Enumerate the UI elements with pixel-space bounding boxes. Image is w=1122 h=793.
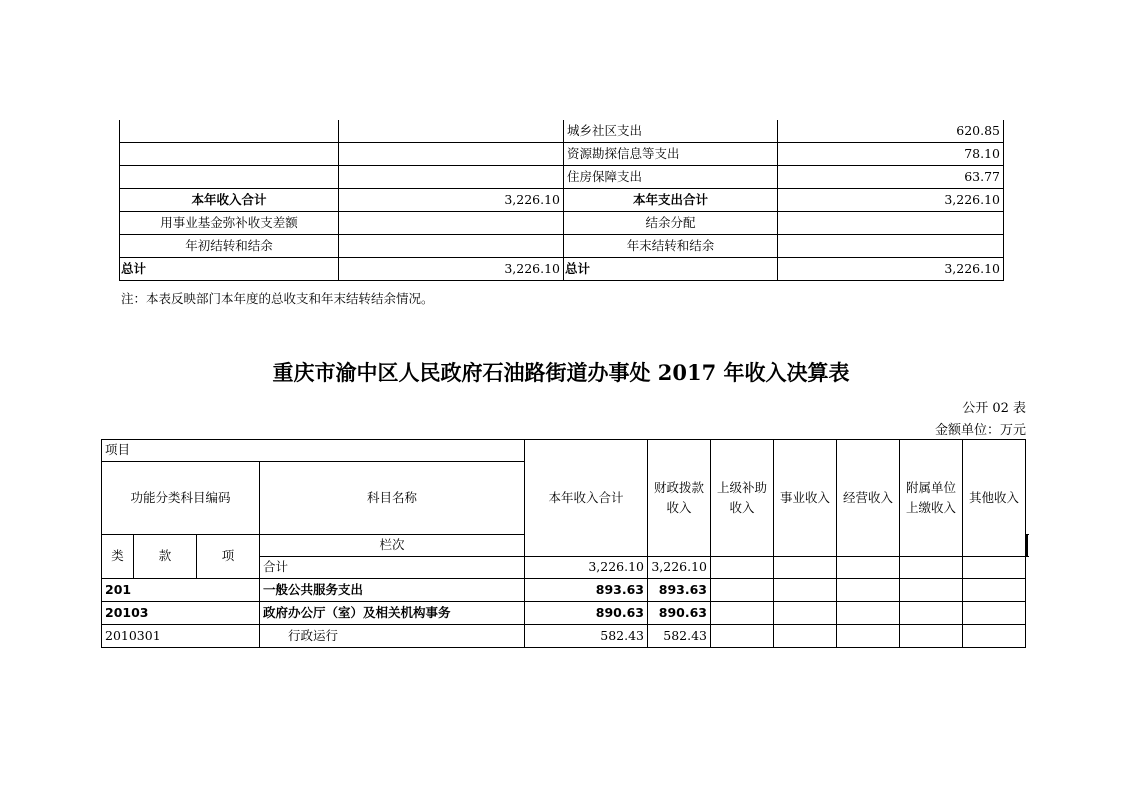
expense-item-value: 78.10 [778, 143, 1004, 166]
subject-name-header: 科目名称 [260, 462, 525, 535]
grand-total-label: 总计 [564, 258, 778, 281]
fiscal-cell: 3,226.10 [648, 557, 711, 579]
expense-total-value: 3,226.10 [778, 189, 1004, 212]
total-income-header: 本年收入合计 [525, 440, 648, 557]
grand-total-value: 3,226.10 [778, 258, 1004, 281]
fiscal-cell: 890.63 [648, 602, 711, 625]
table-row [102, 602, 1028, 625]
income-expense-summary-table [119, 120, 1004, 281]
table-row [102, 625, 1028, 648]
table-row [120, 120, 1004, 143]
code-cell: 2010301 [102, 625, 260, 648]
subject-name-cell: 合计 [260, 557, 525, 579]
xiang-header: 项 [197, 535, 260, 579]
page-title: 重庆市渝中区人民政府石油路街道办事处 2017 年收入决算表 [272, 360, 850, 385]
income-total-value: 3,226.10 [339, 189, 564, 212]
table-row [120, 166, 1004, 189]
fiscal-cell: 582.43 [648, 625, 711, 648]
table-note: 注：本表反映部门本年度的总收支和年末结转结余情况。 [121, 291, 434, 306]
expense-item-value: 63.77 [778, 166, 1004, 189]
func-code-header: 功能分类科目编码 [102, 462, 260, 535]
operating-header: 经营收入 [837, 440, 900, 557]
subject-name-cell: 一般公共服务支出 [260, 579, 525, 602]
table-row [120, 189, 1004, 212]
table-row [120, 143, 1004, 166]
code-cell: 201 [102, 579, 260, 602]
superior-header: 上级补助收入 [711, 440, 774, 557]
income-final-accounts-table [101, 439, 1028, 648]
subject-name-cell: 政府办公厅（室）及相关机构事务 [260, 602, 525, 625]
unit-label: 金额单位：万元 [934, 423, 1026, 438]
table-row [102, 579, 1028, 602]
table-row [120, 235, 1004, 258]
grand-total-value: 3,226.10 [339, 258, 564, 281]
project-header: 项目 [102, 440, 525, 462]
income-total-label: 本年收入合计 [120, 189, 339, 212]
expense-total-label: 本年支出合计 [564, 189, 778, 212]
expense-item-value: 620.85 [778, 120, 1004, 143]
lanci-header: 栏次 [260, 535, 525, 557]
kuan-header: 款 [134, 535, 197, 579]
fiscal-header: 财政拨款收入 [648, 440, 711, 557]
table-row [120, 212, 1004, 235]
expense-item-label: 城乡社区支出 [564, 120, 778, 143]
form-number: 公开 02 表 [962, 401, 1026, 416]
business-header: 事业收入 [774, 440, 837, 557]
affiliated-header: 附属单位上缴收入 [900, 440, 963, 557]
income-item-label: 年初结转和结余 [120, 235, 339, 258]
fiscal-cell: 893.63 [648, 579, 711, 602]
expense-item-label: 住房保障支出 [564, 166, 778, 189]
total-income-cell: 3,226.10 [525, 557, 648, 579]
total-income-cell: 893.63 [525, 579, 648, 602]
expense-item-label: 资源勘探信息等支出 [564, 143, 778, 166]
total-income-cell: 890.63 [525, 602, 648, 625]
income-item-label: 用事业基金弥补收支差额 [120, 212, 339, 235]
total-income-cell: 582.43 [525, 625, 648, 648]
other-header: 其他收入 [963, 440, 1026, 557]
expense-item-label: 年末结转和结余 [564, 235, 778, 258]
code-cell: 20103 [102, 602, 260, 625]
lei-header: 类 [102, 535, 134, 579]
table-row [120, 258, 1004, 281]
expense-item-label: 结余分配 [564, 212, 778, 235]
grand-total-label: 总计 [120, 258, 339, 281]
subject-name-cell: 行政运行 [260, 625, 525, 648]
